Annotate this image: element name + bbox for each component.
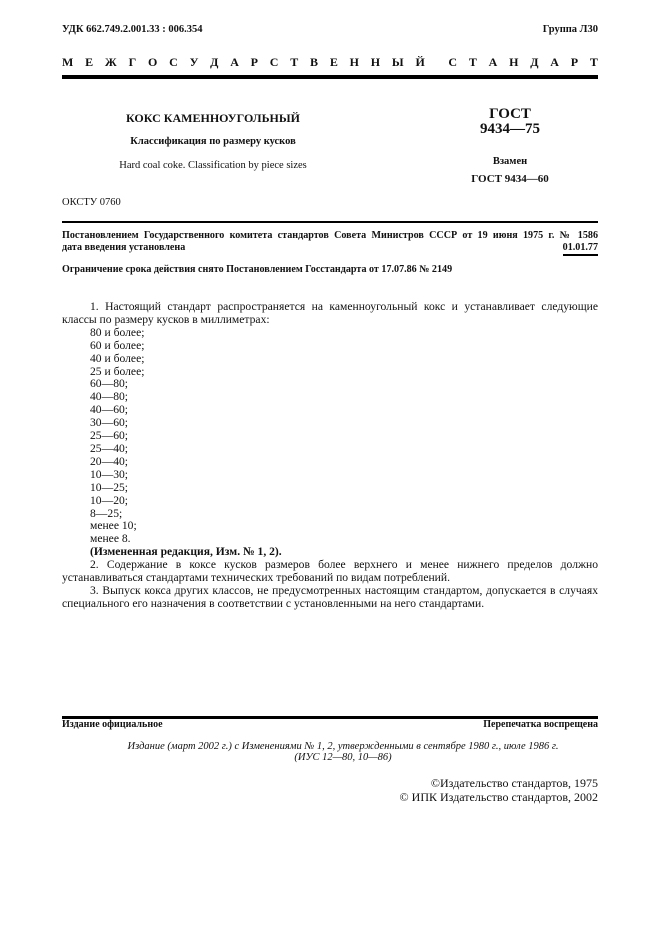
banner-letter: В bbox=[310, 55, 319, 69]
class-item: менее 10; bbox=[90, 519, 137, 533]
class-item: 60—80; bbox=[90, 377, 129, 391]
class-item: 20—40; bbox=[90, 454, 129, 468]
class-item: 40—80; bbox=[90, 390, 129, 404]
banner-letter: Д bbox=[210, 55, 219, 69]
english-title: Hard coal coke. Classification by piece sizes bbox=[119, 160, 307, 171]
copyright-2002: © ИПК Издательство стандартов, 2002 bbox=[399, 790, 598, 804]
paragraph-2: 2. Содержание в коксе кусков размеров более верхнего и менее нижнего пределов должно устанавливаться стандартами технических требований по видам потреблений. bbox=[62, 558, 598, 585]
official-edition: Издание официальное bbox=[62, 719, 163, 730]
restriction-note: Ограничение срока действия снято Постановлением Госстандарта от 17.07.86 № 2149 bbox=[62, 264, 453, 275]
banner-letter: Н bbox=[509, 55, 519, 69]
document-title: КОКС КАМЕННОУГОЛЬНЫЙ bbox=[125, 111, 301, 125]
section-rule bbox=[62, 221, 598, 223]
class-list bbox=[62, 327, 598, 546]
class-item: 80 и более; bbox=[90, 325, 145, 339]
gost-label: ГОСТ bbox=[489, 106, 531, 122]
replaces-label: Взамен bbox=[492, 156, 528, 167]
banner-letter: С bbox=[448, 55, 458, 69]
edition-note: Издание (март 2002 г.) с Изменениями № 1, 2, утвержденными в сентябре 1980 г., июле 1986 г. bbox=[127, 741, 559, 752]
effective-date-label: дата введения установлена bbox=[62, 242, 186, 253]
banner-letter: Д bbox=[530, 55, 539, 69]
class-item: 10—25; bbox=[90, 480, 129, 494]
banner-letter: Й bbox=[415, 55, 425, 69]
banner-letter: Н bbox=[370, 55, 381, 69]
header-rule bbox=[62, 75, 598, 79]
document-subtitle: Классификация по размеру кусков bbox=[130, 136, 296, 147]
document-body bbox=[62, 301, 598, 611]
class-item: 10—20; bbox=[90, 493, 129, 507]
banner-letter: А bbox=[230, 55, 239, 69]
banner-letter: С bbox=[169, 55, 178, 69]
interstate-standard-banner bbox=[62, 55, 598, 70]
decree-text: Постановлением Государственного комитета стандартов Совета Министров СССР от 19 июня 1975 г. № 1586 bbox=[62, 230, 598, 241]
copyright-1975: ©Издательство стандартов, 1975 bbox=[430, 776, 598, 790]
banner-letter: Т bbox=[589, 55, 598, 69]
paragraph-3: 3. Выпуск кокса других классов, не предусмотренных настоящим стандартом, допускается в случаях специального его назначения в соответствии с установленными на него стандартами. bbox=[62, 583, 598, 610]
udk-code: УДК 662.749.2.001.33 : 006.354 bbox=[62, 24, 203, 35]
class-item: 8—25; bbox=[90, 506, 123, 520]
banner-letter: Ы bbox=[391, 55, 404, 69]
reprint-prohibited: Перепечатка воспрещена bbox=[483, 719, 598, 730]
banner-letter: Р bbox=[250, 55, 258, 69]
banner-letter: С bbox=[269, 55, 279, 69]
class-item: 30—60; bbox=[90, 416, 129, 430]
banner-letter: А bbox=[550, 55, 559, 69]
banner-letter: Т bbox=[468, 55, 477, 69]
banner-letter: Т bbox=[290, 55, 299, 69]
class-item: 25—40; bbox=[90, 441, 129, 455]
amendment-note: (Измененная редакция, Изм. № 1, 2). bbox=[90, 545, 282, 559]
banner-letter: М bbox=[62, 55, 74, 69]
banner-letter: Г bbox=[128, 55, 137, 69]
banner-letter: Ж bbox=[104, 55, 117, 69]
class-item: 60 и более; bbox=[90, 338, 145, 352]
paragraph-1: 1. Настоящий стандарт распространяется на каменноугольный кокс и устанавливает следующие классы по размеру кусков в миллиметрах: bbox=[62, 300, 598, 326]
effective-date: 01.01.77 bbox=[563, 242, 598, 256]
banner-letter: Е bbox=[329, 55, 338, 69]
class-item: менее 8. bbox=[90, 532, 131, 546]
edition-ius: (ИУС 12—80, 10—86) bbox=[294, 752, 392, 763]
banner-letter: О bbox=[147, 55, 158, 69]
gost-number: 9434—75 bbox=[480, 121, 540, 137]
class-item: 40 и более; bbox=[90, 351, 145, 365]
banner-letter: У bbox=[189, 55, 199, 69]
class-item: 10—30; bbox=[90, 467, 129, 481]
banner-letter: Н bbox=[349, 55, 359, 69]
class-item: 25—60; bbox=[90, 429, 129, 443]
oksty-code: ОКСТУ 0760 bbox=[62, 197, 121, 208]
replaced-standard: ГОСТ 9434—60 bbox=[471, 173, 549, 185]
class-item: 25 и более; bbox=[90, 364, 145, 378]
class-item: 40—60; bbox=[90, 403, 129, 417]
group-code: Группа Л30 bbox=[542, 24, 598, 35]
banner-letter: Е bbox=[85, 55, 94, 69]
banner-letter: Р bbox=[570, 55, 579, 69]
banner-letter: А bbox=[488, 55, 498, 69]
